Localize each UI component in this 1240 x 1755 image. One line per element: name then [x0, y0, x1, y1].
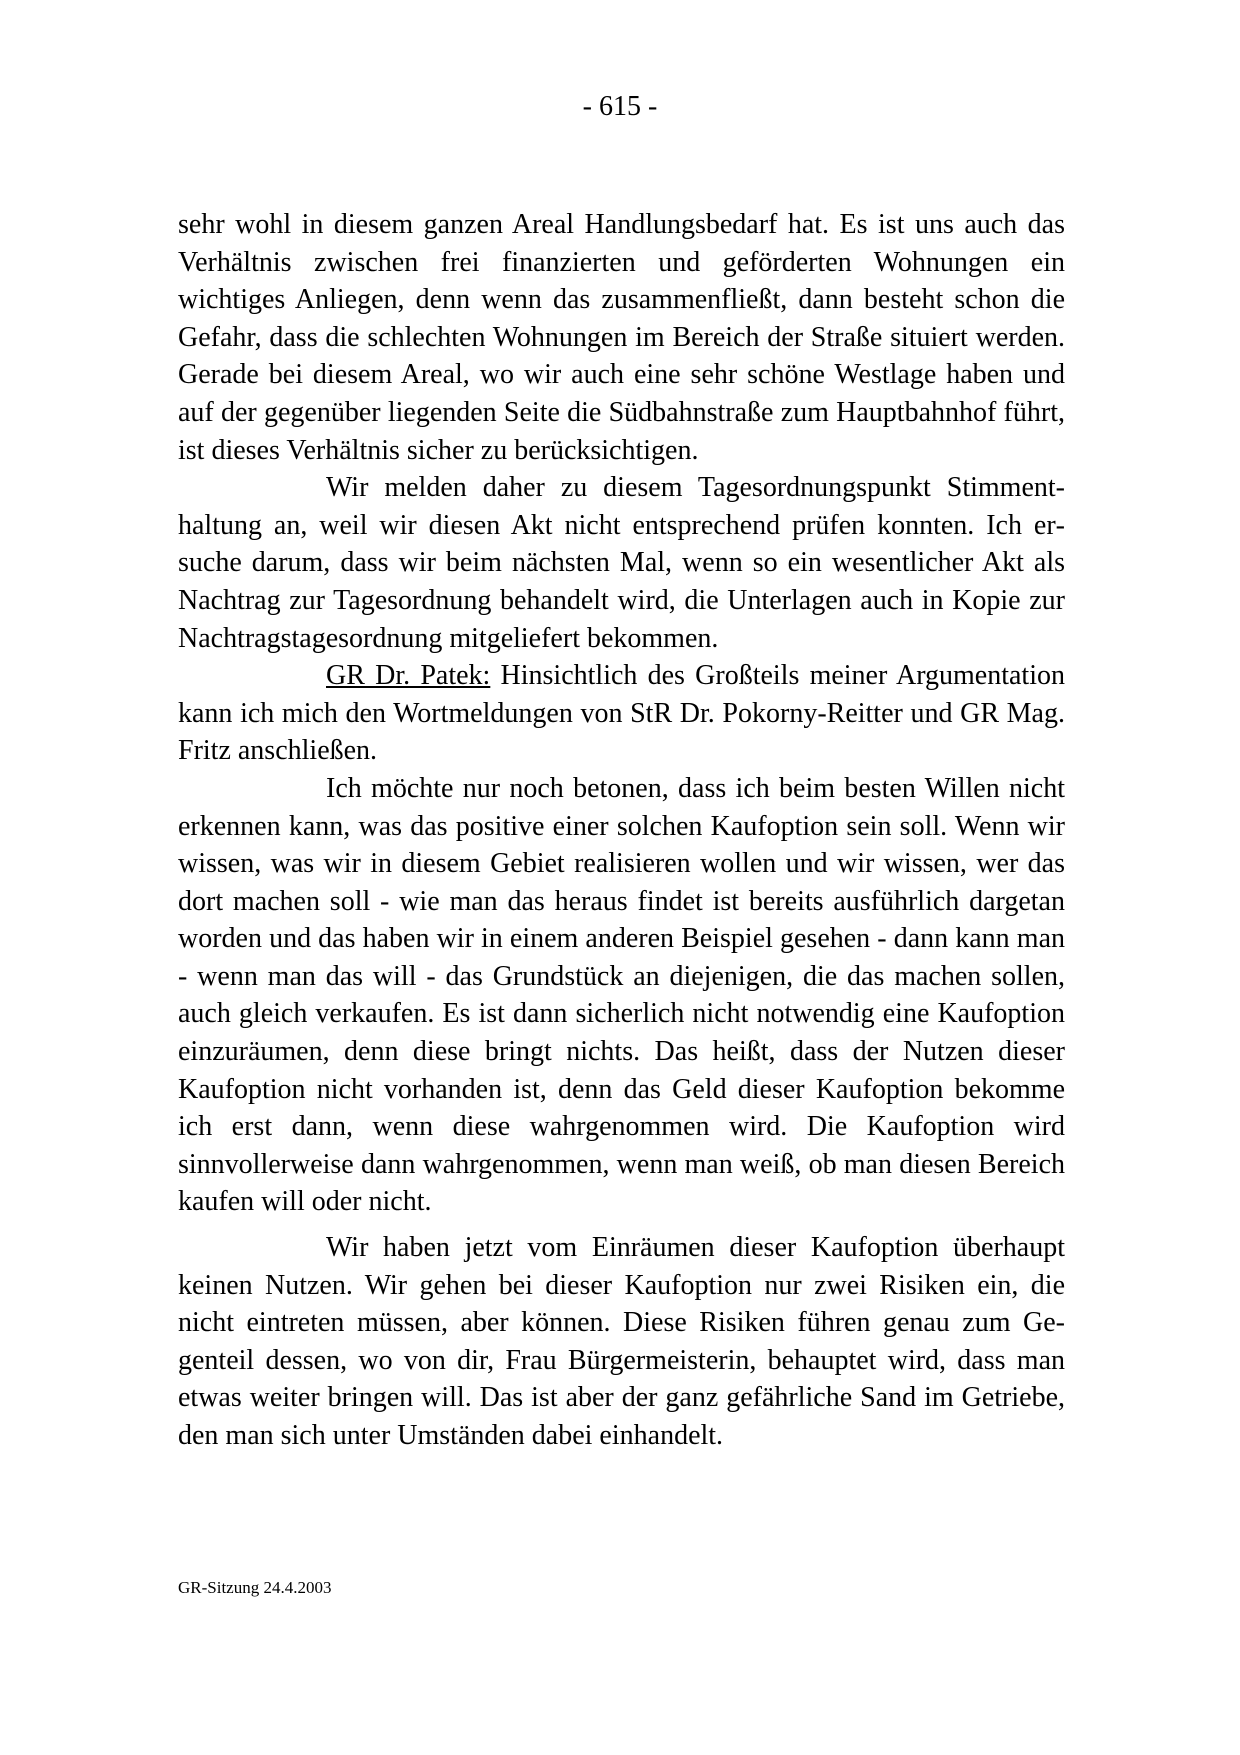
- page-footer: GR-Sitzung 24.4.2003: [178, 1578, 332, 1597]
- paragraph-2: Wir melden daher zu diesem Tagesordnungspunkt Stimmenthaltung an, weil wir diesen Akt nicht entsprechend prüfen konnten. Ich ersuche darum, dass wir beim nächsten Mal, wenn so ein wesentlicher Akt als Nachtrag zur Tagesordnung behandelt wird, die Unterlagen auch in Kopie zur Nachtragstagesordnung mitgeliefert bekommen.: [178, 472, 1065, 654]
- paragraph-4: Ich möchte nur noch betonen, dass ich beim besten Willen nicht erkennen kann, was das positive einer solchen Kaufoption sein soll. Wenn wir wissen, was wir in diesem Gebiet realisieren wollen und wir wissen, wer das dort machen soll - wie man das heraus findet ist bereits ausführlich dargetan worden und das haben wir in einem anderen Beispiel gesehen - dann kann man - wenn man das will - das Grundstück an diejenigen, die das machen sollen, auch gleich verkaufen. Es ist dann sicherlich nicht notwendig eine Kaufoption einzuräumen, denn diese bringt nichts. Das heißt, dass der Nutzen dieser Kaufoption nicht vorhanden ist, denn das Geld dieser Kaufoption bekomme ich erst dann, wenn diese wahrgenommen wird. Die Kaufoption wird sinnvollerweise dann wahrgenommen, wenn man weiß, ob man diesen Bereich kaufen will oder nicht.: [178, 772, 1065, 1218]
- speaker-name: GR Dr. Patek:: [326, 660, 491, 692]
- paragraph-3: [178, 657, 1065, 770]
- paragraph-3-text: Hinsichtlich des Großteils meiner Argumentation kann ich mich den Wortmeldungen von StR Dr. Pokorny-Reitter und GR Mag. Fritz anschließen.: [178, 660, 1065, 767]
- paragraph-1: sehr wohl in diesem ganzen Areal Handlungsbedarf hat. Es ist uns auch das Verhältnis zwischen frei finanzierten und geförderten Wohnungen ein wichtiges Anliegen, denn wenn das zusammenfließt, dann besteht schon die Gefahr, dass die schlechten Wohnungen im Bereich der Straße situiert werden. Gerade bei diesem Areal, wo wir auch eine sehr schöne Westlage haben und auf der gegenüber liegenden Seite die Südbahnstraße zum Hauptbahnhof führt, ist dieses Verhältnis sicher zu berücksichtigen.: [178, 209, 1065, 466]
- paragraph-5: Wir haben jetzt vom Einräumen dieser Kaufoption überhaupt keinen Nutzen. Wir gehen bei dieser Kaufoption nur zwei Risiken ein, die nicht eintreten müssen, aber können. Diese Risiken führen genau zum Gegenteil dessen, wo von dir, Frau Bürgermeisterin, behauptet wird, dass man etwas weiter bringen will. Das ist aber der ganz gefährliche Sand im Getriebe, den man sich unter Umständen dabei einhandelt.: [178, 1232, 1065, 1451]
- document-body: [178, 206, 1065, 1455]
- page-number: - 615 -: [582, 91, 658, 122]
